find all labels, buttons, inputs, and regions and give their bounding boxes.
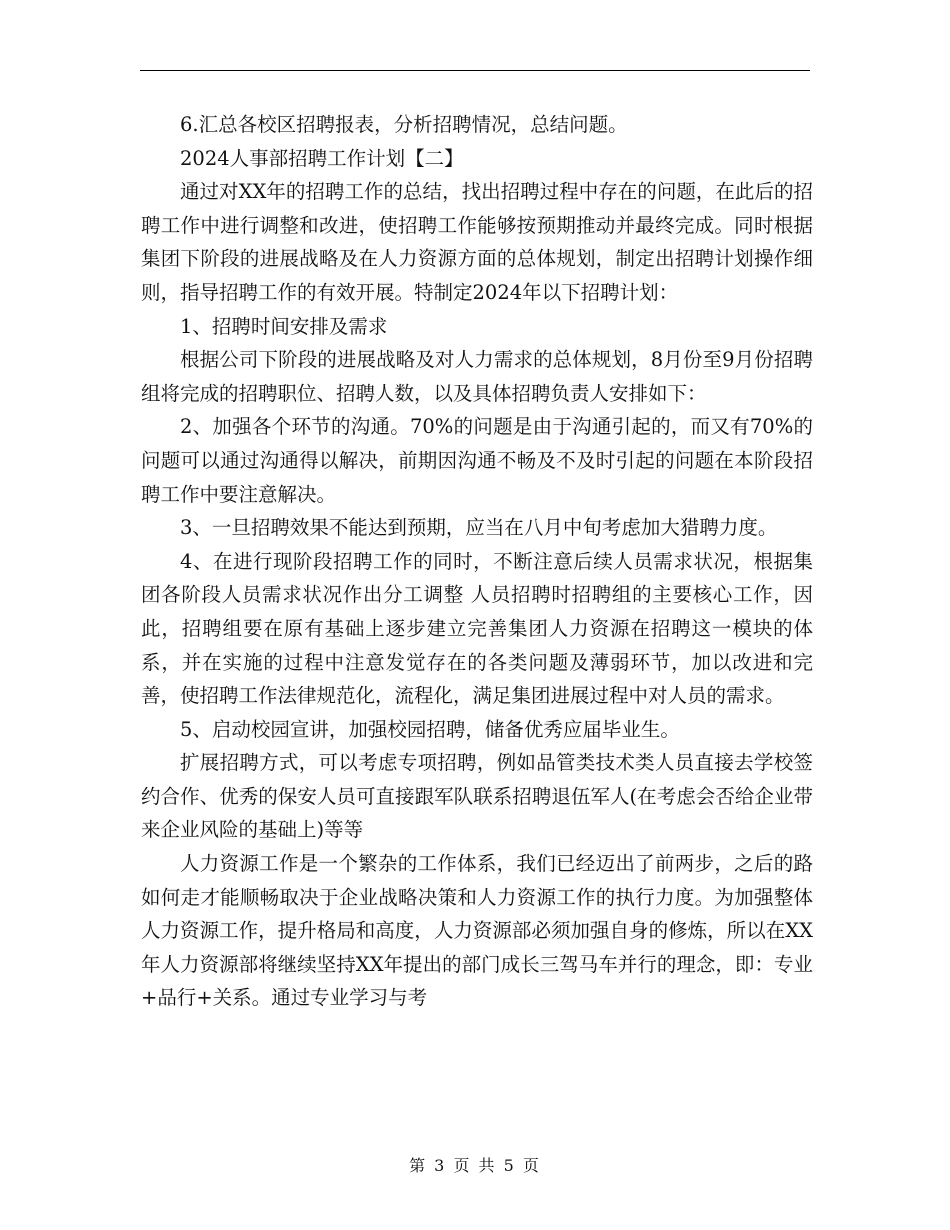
- paragraph-communication: 2、加强各个环节的沟通。70%的问题是由于沟通引起的，而又有70%的问题可以通过沟通得以解决，前期因沟通不畅及不及时引起的问题在本阶段招聘工作中要注意解决。: [141, 415, 813, 506]
- paragraph-expand-methods: 扩展招聘方式，可以考虑专项招聘，例如品管类技术类人员直接去学校签约合作、优秀的保安人员可直接跟军队联系招聘退伍军人(在考虑会否给企业带来企业风险的基础上)等等: [141, 751, 813, 842]
- paragraph-hr-work: 人力资源工作是一个繁杂的工作体系，我们已经迈出了前两步，之后的路如何走才能顺畅取决于企业战略决策和人力资源工作的执行力度。为加强整体人力资源工作，提升格局和高度，人力资源部必须加强自身的修炼，所以在XX年人力资源部将继续坚持XX年提出的部门成长三驾马车并行的理念，即：专业+品行+关系。通过专业学习与考: [141, 852, 813, 1010]
- subheading-schedule: 1、招聘时间安排及需求: [180, 314, 388, 338]
- paragraph-intro: 通过对XX年的招聘工作的总结，找出招聘过程中存在的问题，在此后的招聘工作中进行调整和改进，使招聘工作能够按预期推动并最终完成。同时根据集团下阶段的进展战略及在人力资源方面的总体规划，制定出招聘计划操作细则，指导招聘工作的有效开展。特制定2024年以下招聘计划：: [141, 180, 813, 304]
- section-title: 2024人事部招聘工作计划【二】: [180, 146, 464, 170]
- header-rule: [140, 70, 810, 71]
- paragraph-headhunting: 3、一旦招聘效果不能达到预期，应当在八月中旬考虑加大猎聘力度。: [180, 516, 778, 540]
- document-body: [141, 108, 813, 1015]
- page-footer: 第 3 页 共 5 页: [409, 1156, 541, 1175]
- paragraph-step-6: 6.汇总各校区招聘报表，分析招聘情况，总结问题。: [180, 113, 628, 136]
- paragraph-schedule: 根据公司下阶段的进展战略及对人力需求的总体规划，8月份至9月份招聘组将完成的招聘职位、招聘人数，以及具体招聘负责人安排如下：: [141, 348, 813, 405]
- paragraph-campus: 5、启动校园宣讲，加强校园招聘，储备优秀应届毕业生。: [180, 717, 680, 741]
- paragraph-followup: 4、在进行现阶段招聘工作的同时，不断注意后续人员需求状况，根据集团各阶段人员需求状况作出分工调整 人员招聘时招聘组的主要核心工作，因此，招聘组要在原有基础上逐步建立完善集团人力资源在招聘这一模块的体系，并在实施的过程中注意发觉存在的各类问题及薄弱环节，加以改进和完善，使招聘工作法律规范化，流程化，满足集团进展过程中对人员的需求。: [141, 549, 813, 708]
